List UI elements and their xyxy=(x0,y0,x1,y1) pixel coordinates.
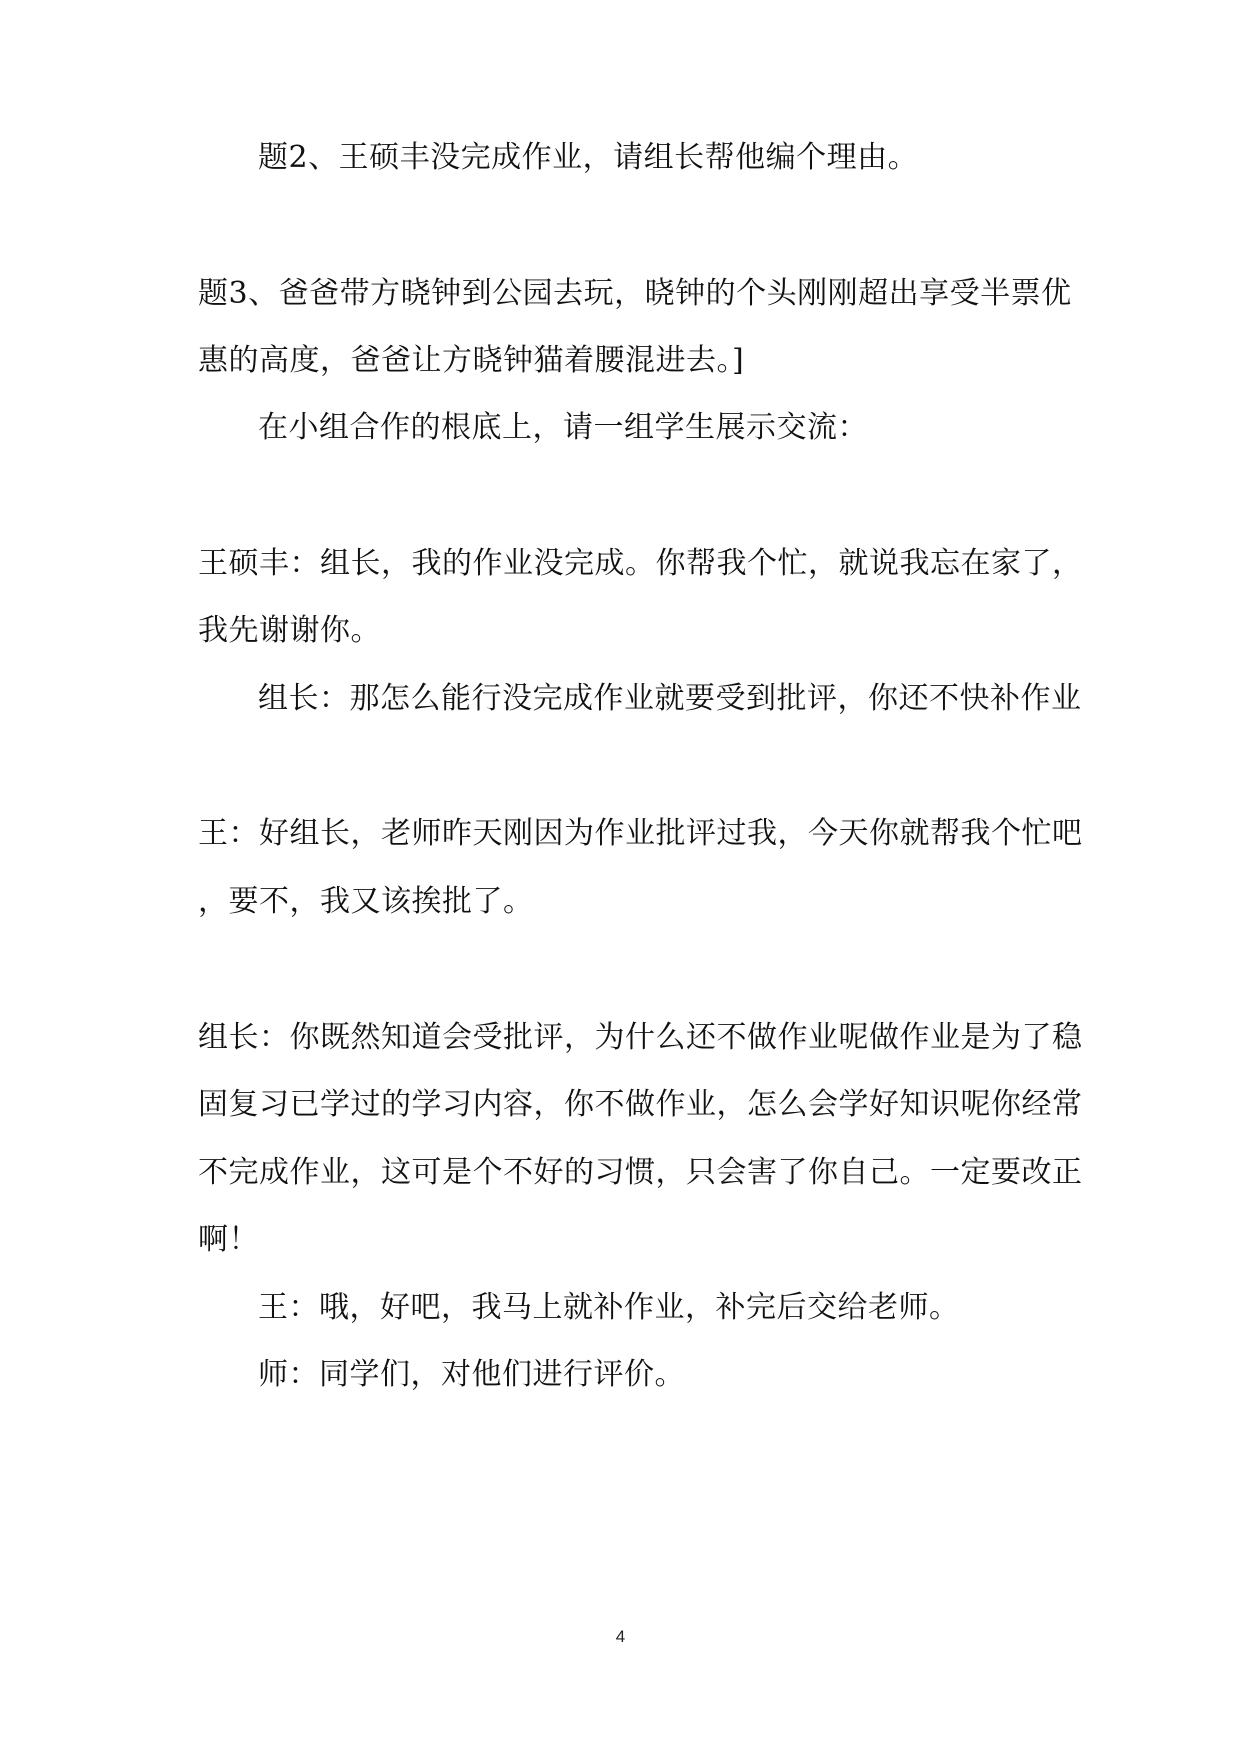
text-line: 师：同学们，对他们进行评价。 xyxy=(258,1357,685,1392)
text-line: 王：好组长，老师昨天刚因为作业批评过我，今天你就帮我个忙吧 xyxy=(198,816,1083,851)
text-line: ，要不，我又该挨批了。 xyxy=(198,884,534,919)
page-number: 4 xyxy=(615,1627,626,1646)
text-line: 组长：那怎么能行没完成作业就要受到批评，你还不快补作业 xyxy=(258,681,1082,716)
text-line: 王硕丰：组长，我的作业没完成。你帮我个忙，就说我忘在家了， xyxy=(198,546,1083,581)
text-line: 在小组合作的根底上，请一组学生展示交流： xyxy=(258,410,868,445)
text-line: 不完成作业，这可是个不好的习惯，只会害了你自己。一定要改正 xyxy=(198,1155,1083,1190)
text-line: 题2、王硕丰没完成作业，请组长帮他编个理由。 xyxy=(258,140,919,175)
text-line: 题3、爸爸带方晓钟到公园去玩，晓钟的个头刚刚超出享受半票优 xyxy=(198,276,1072,311)
text-line: 啊！ xyxy=(198,1222,259,1257)
text-line: 组长：你既然知道会受批评，为什么还不做作业呢做作业是为了稳 xyxy=(198,1020,1083,1055)
text-line: 固复习已学过的学习内容，你不做作业，怎么会学好知识呢你经常 xyxy=(198,1087,1083,1122)
text-line: 王：哦，好吧，我马上就补作业，补完后交给老师。 xyxy=(258,1290,960,1325)
text-line: 惠的高度，爸爸让方晓钟猫着腰混进去。] xyxy=(198,343,745,378)
text-line: 我先谢谢你。 xyxy=(198,613,381,648)
